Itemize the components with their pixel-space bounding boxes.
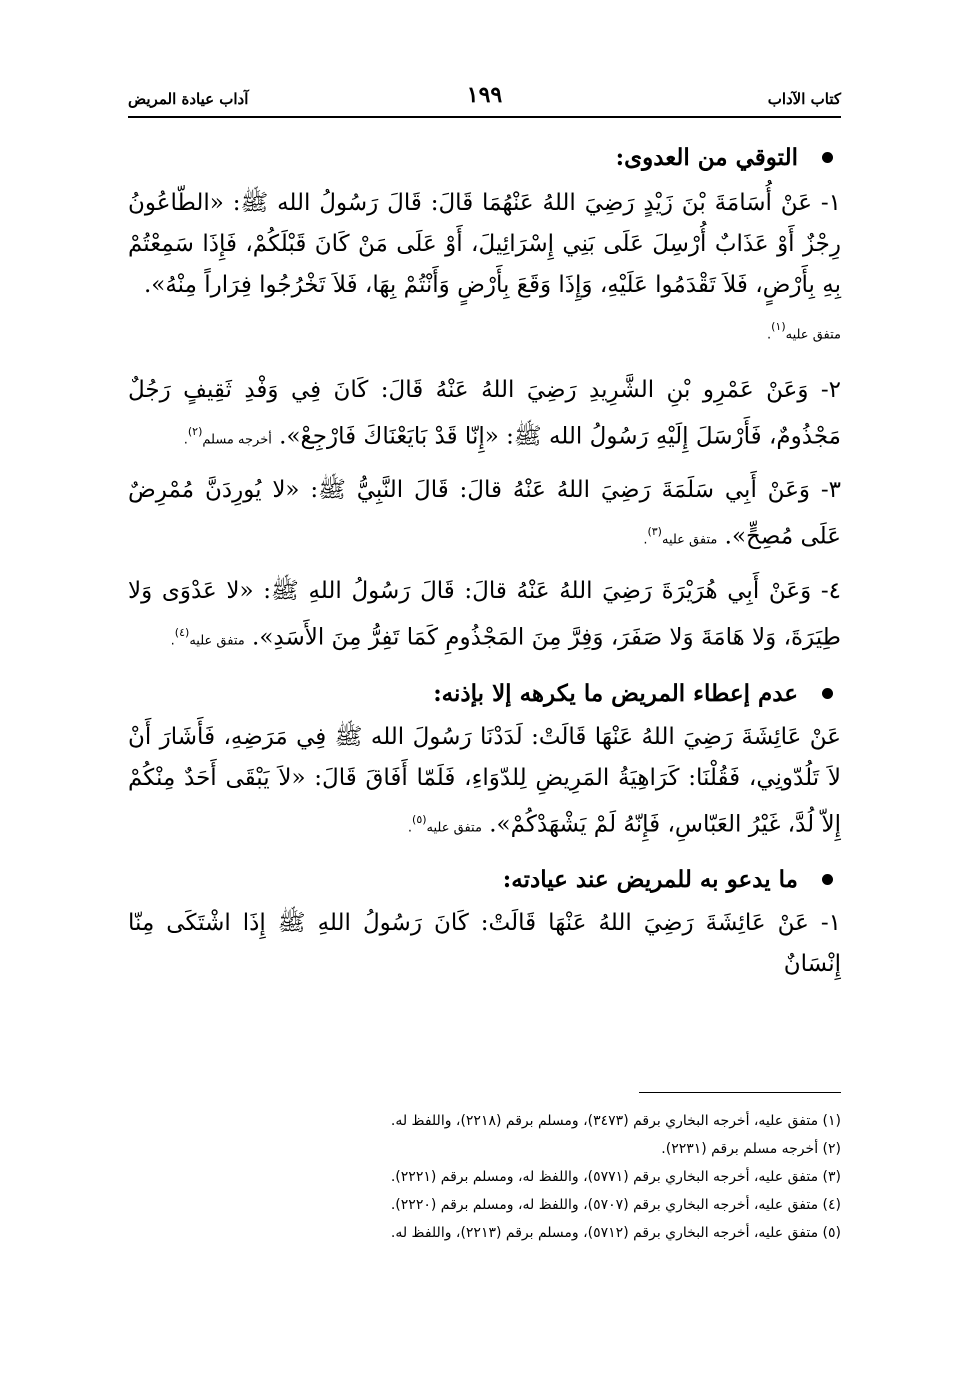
footnote-2: (٢) أخرجه مسلم برقم (٢٢٣١).: [661, 1141, 841, 1157]
section-heading-consent: [128, 680, 833, 707]
footnotes: [128, 1092, 841, 1247]
bullet-icon: [822, 152, 833, 163]
hadith-text: ٢- وَعَنْ عَمْرِو بْنِ الشَّرِيدِ رَضِيَ اللهُ عَنْهُ قَالَ: كَانَ فِي وَفْدِ ثَقِيفٍ رَجُلٌ مَجْذُومٌ، فَأَرْسَلَ إِلَيْهِ رَسُولُ الله ﷺ: «إِنّا قَدْ بَايَعْنَاكَ فَارْجِعْ».: [128, 376, 841, 450]
heading-text: عدم إعطاء المريض ما يكرهه إلا بإذنه:: [433, 679, 798, 707]
hadith-text: عَنْ عَائِشَةَ رَضِيَ اللهُ عَنْهَا قَالَتْ: لَدَدْنَا رَسُولَ الله ﷺ فِي مَرَضِهِ، فَأَشَارَ أَنْ لاَ تَلُدّونِي، فَقُلْنَا: كَرَاهِيَةُ المَرِيضِ لِلدّوَاءِ، فَلَمّا أَفَاقَ قَالَ: «لاَ يَبْقَى أَحَدٌ مِنْكُمْ إِلاّ لُدَّ، غَيْرُ العَبّاسِ، فَإِنّهُ لَمْ يَشْهَدْكُمْ».: [128, 723, 841, 838]
footnote-mark: (٥): [412, 812, 427, 826]
bullet-icon: [822, 874, 833, 885]
hadith-reference: متفق عليه: [661, 532, 718, 548]
footnote-3: (٣) متفق عليه، أخرجه البخاري برقم (٥٧٧١)، واللفظ له، ومسلم برقم (٢٢٢١).: [390, 1169, 841, 1185]
hadith-text: ١- عَنْ عَائِشَةَ رَضِيَ اللهُ عَنْهَا قَالَتْ: كَانَ رَسُولُ اللهِ ﷺ إِذَا اشْتَكَى مِنّا إِنْسَانٌ: [128, 910, 841, 978]
hadith-3: ٣- وَعَنْ أَبِي سَلَمَةَ رَضِيَ اللهُ عَنْهُ قالَ: قَالَ النَّبِيُّ ﷺ: «لا يُورِدَنَّ مُمْرِضٌ عَلَى مُصِحٍّ». متفق عليه$^{(٣)}$.: [128, 477, 841, 550]
heading-text: التوقي من العدوى:: [615, 144, 798, 171]
chapter-title: آداب عيادة المريض: [128, 90, 249, 108]
hadith-reference: متفق عليه: [785, 327, 841, 343]
page-number: ١٩٩: [466, 82, 503, 108]
book-title: كتاب الآداب: [767, 90, 841, 108]
footnote-mark: (٣): [647, 525, 662, 539]
hadith-2: ٢- وَعَنْ عَمْرِو بْنِ الشَّرِيدِ رَضِيَ اللهُ عَنْهُ قَالَ: كَانَ فِي وَفْدِ ثَقِيفٍ رَجُلٌ مَجْذُومٌ، فَأَرْسَلَ إِلَيْهِ رَسُولُ الله ﷺ: «إِنّا قَدْ بَايَعْنَاكَ فَارْجِعْ». أخرجه مسلم$^{(٢)}$.: [128, 376, 841, 450]
footnote-mark: (١): [771, 320, 786, 333]
book-page: [128, 82, 841, 1342]
hadith-5: عَنْ عَائِشَةَ رَضِيَ اللهُ عَنْهَا قَالَتْ: لَدَدْنَا رَسُولَ الله ﷺ فِي مَرَضِهِ، فَأَشَارَ أَنْ لاَ تَلُدّونِي، فَقُلْنَا: كَرَاهِيَةُ المَرِيضِ لِلدّوَاءِ، فَلَمّا أَفَاقَ قَالَ: «لاَ يَبْقَى أَحَدٌ مِنْكُمْ إِلاّ لُدَّ، غَيْرُ العَبّاسِ، فَإِنّهُ لَمْ يَشْهَدْكُمْ». متفق عليه$^{(٥)}$.: [128, 723, 841, 838]
hadith-reference: متفق عليه: [426, 820, 482, 836]
footnote-mark: (٤): [174, 625, 190, 639]
hadith-6: [128, 903, 841, 985]
section-heading-contagion: [128, 144, 833, 171]
bullet-icon: [822, 688, 833, 699]
hadith-4: ٤- وَعَنْ أَبِي هُرَيْرَةَ رَضِيَ اللهُ عَنْهُ قالَ: قَالَ رَسُولُ اللهِ ﷺ: «لا عَدْوَى وَلا طِيَرَةَ، وَلا هَامَةَ وَلا صَفَرَ، وَفِرَّ مِنَ المَجْذُومِ كَمَا تَفِرُّ مِنَ الأَسَدِ». متفق عليه$^{(٤)}$.: [128, 577, 841, 651]
footnote-mark: (٢): [187, 424, 203, 438]
hadith-text: ٣- وَعَنْ أَبِي سَلَمَةَ رَضِيَ اللهُ عَنْهُ قالَ: قَالَ النَّبِيُّ ﷺ: «لا يُورِدَنَّ مُمْرِضٌ عَلَى مُصِحٍّ».: [128, 477, 841, 550]
hadith-reference: متفق عليه: [189, 633, 245, 649]
page-header: [128, 82, 841, 118]
footnote-divider: [639, 1092, 841, 1093]
heading-text: ما يدعو به للمريض عند عيادته:: [502, 866, 798, 894]
hadith-reference: أخرجه مسلم: [202, 432, 272, 448]
hadith-text: ١- عَنْ أُسَامَةَ بْنَ زَيْدٍ رَضِيَ اللهُ عَنْهُمَا قَالَ: قَالَ رَسُولُ الله ﷺ: «الطّاعُونُ رِجْزٌ أَوْ عَذَابٌ أُرْسِلَ عَلَى بَنِي إِسْرَائِيلَ، أَوْ عَلَى مَنْ كَانَ قَبْلَكُمْ، فَإِذَا سَمِعْتُمْ بِهِ بِأَرْضٍ، فَلاَ تَقْدَمُوا عَلَيْهِ، وَإِذَا وَقَعَ بِأَرْضٍ وَأَنْتُمْ بِهَا، فَلاَ تَخْرُجُوا فِرَاراً مِنْهُ».: [128, 190, 841, 298]
footnote-5: (٥) متفق عليه، أخرجه البخاري برقم (٥٧١٢)، ومسلم برقم (٢٢١٣)، واللفظ له.: [390, 1225, 841, 1241]
hadith-text: ٤- وَعَنْ أَبِي هُرَيْرَةَ رَضِيَ اللهُ عَنْهُ قالَ: قَالَ رَسُولُ اللهِ ﷺ: «لا عَدْوَى وَلا طِيَرَةَ، وَلا هَامَةَ وَلا صَفَرَ، وَفِرَّ مِنَ المَجْذُومِ كَمَا تَفِرُّ مِنَ الأَسَدِ».: [128, 577, 841, 651]
footnote-4: (٤) متفق عليه، أخرجه البخاري برقم (٥٧٠٧)، واللفظ له، ومسلم برقم (٢٢٢٠).: [390, 1197, 841, 1213]
hadith-1: ١- عَنْ أُسَامَةَ بْنَ زَيْدٍ رَضِيَ اللهُ عَنْهُمَا قَالَ: قَالَ رَسُولُ الله ﷺ: «الطّاعُونُ رِجْزٌ أَوْ عَذَابٌ أُرْسِلَ عَلَى بَنِي إِسْرَائِيلَ، أَوْ عَلَى مَنْ كَانَ قَبْلَكُمْ، فَإِذَا سَمِعْتُمْ بِهِ بِأَرْضٍ، فَلاَ تَقْدَمُوا عَلَيْهِ، وَإِذَا وَقَعَ بِأَرْضٍ وَأَنْتُمْ بِهَا، فَلاَ تَخْرُجُوا فِرَاراً مِنْهُ». متفق عليه$^{(١)}$.: [128, 190, 841, 343]
footnote-1: (١) متفق عليه، أخرجه البخاري برقم (٣٤٧٣)، ومسلم برقم (٢٢١٨)، واللفظ له.: [390, 1113, 841, 1129]
section-heading-supplication: [128, 866, 833, 893]
